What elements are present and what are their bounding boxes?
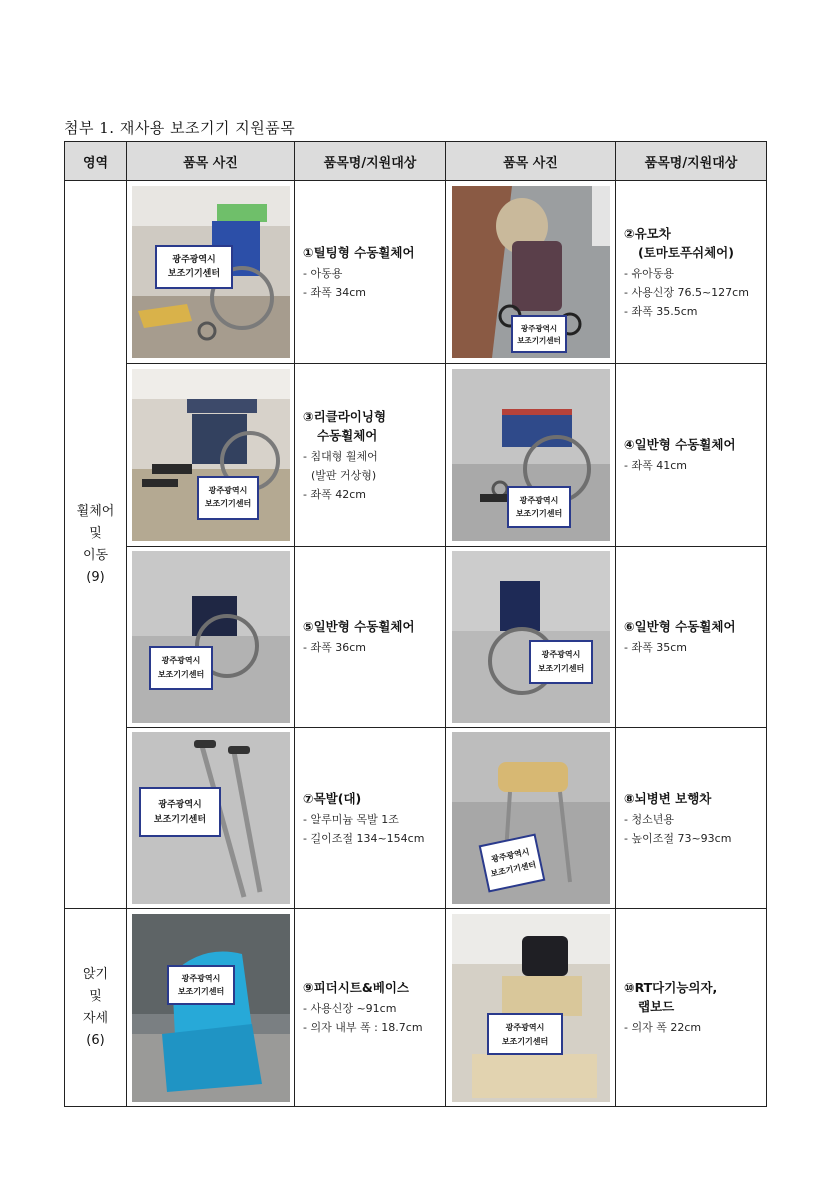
table-header-row xyxy=(65,142,767,181)
item-name-line: ②유모차 xyxy=(624,225,671,241)
item-name: ⑤일반형 수동휠체어 xyxy=(303,619,415,634)
item-description xyxy=(616,909,767,1107)
item-detail: - 좌폭 35.5cm xyxy=(624,304,698,318)
item-detail: - 좌폭 36cm xyxy=(303,641,366,654)
feeder-seat-photo xyxy=(132,914,290,1102)
item-detail: - 청소년용 xyxy=(624,812,674,826)
category-label: 및 xyxy=(89,988,102,1004)
sign-text-line2: 보조기기센터 xyxy=(204,499,251,508)
item-name: ⑧뇌병변 보행차 xyxy=(624,790,712,806)
crutches-photo xyxy=(132,732,290,904)
sign-text-line1: 광주광역시 xyxy=(519,496,558,505)
category-label: 이동 xyxy=(82,547,109,563)
header-photo: 품목 사진 xyxy=(127,142,295,181)
item-detail: - 좌폭 34cm xyxy=(303,285,366,299)
photo-cell xyxy=(446,547,616,728)
item-detail: - 좌폭 35cm xyxy=(624,641,687,654)
table-row xyxy=(65,364,767,547)
sign-text-line1: 광주광역시 xyxy=(171,255,216,265)
category-label: 및 xyxy=(89,525,102,541)
gait-trainer-photo xyxy=(452,732,610,904)
standard-wheelchair-photo xyxy=(452,369,610,541)
header-category: 영역 xyxy=(65,142,127,181)
item-description xyxy=(295,728,446,909)
standard-wheelchair-photo xyxy=(132,551,290,723)
photo-cell xyxy=(127,181,295,364)
category-label: 휠체어 xyxy=(76,503,115,519)
item-name-line: (토마토푸쉬체어) xyxy=(638,244,734,260)
item-name: ④일반형 수동휠체어 xyxy=(624,437,736,452)
header-photo: 품목 사진 xyxy=(446,142,616,181)
sign-text-line2: 보조기기센터 xyxy=(501,1036,548,1046)
sign-text-line2: 보조기기센터 xyxy=(489,860,537,879)
category-sitting-posture xyxy=(65,909,127,1107)
header-name-target: 품목명/지원대상 xyxy=(616,142,767,181)
reclining-wheelchair-photo xyxy=(132,369,290,541)
item-detail: - 좌폭 41cm xyxy=(624,459,687,472)
item-description xyxy=(295,364,446,547)
sign-text-line2: 보조기기센터 xyxy=(157,670,204,679)
standard-wheelchair-photo xyxy=(452,551,610,723)
sign-text-line1: 광주광역시 xyxy=(181,973,220,983)
item-description xyxy=(295,909,446,1107)
item-description xyxy=(616,181,767,364)
item-description xyxy=(616,547,767,728)
category-wheelchair-mobility xyxy=(65,181,127,909)
item-name xyxy=(624,224,760,262)
item-name: ⑨피더시트&베이스 xyxy=(303,980,410,995)
photo-cell xyxy=(127,364,295,547)
item-detail: - 사용신장 ~91cm xyxy=(303,1002,397,1015)
document-title: 첨부 1. 재사용 보조기기 지원품목 xyxy=(64,119,296,137)
header-name-target: 품목명/지원대상 xyxy=(295,142,446,181)
sign-text-line2: 보조기기센터 xyxy=(153,815,206,825)
table-row xyxy=(65,909,767,1107)
sign-text-line1: 광주광역시 xyxy=(490,847,530,865)
photo-cell xyxy=(446,364,616,547)
item-name-line: ③리클라이닝형 xyxy=(303,408,387,424)
photo-cell xyxy=(446,181,616,364)
item-name-line: 수동휠체어 xyxy=(317,427,378,443)
category-label: 자세 xyxy=(82,1010,109,1026)
stroller-photo xyxy=(452,186,610,358)
photo-cell xyxy=(446,728,616,909)
sign-text-line1: 광주광역시 xyxy=(520,324,557,333)
item-detail: - 아동용 xyxy=(303,266,343,280)
sign-text-line2: 보조기기센터 xyxy=(516,336,561,345)
item-description xyxy=(295,547,446,728)
category-label: 앉기 xyxy=(82,966,109,982)
item-name xyxy=(303,407,439,445)
photo-cell xyxy=(446,909,616,1107)
photo-cell xyxy=(127,909,295,1107)
table-row xyxy=(65,728,767,909)
sign-text-line2: 보조기기센터 xyxy=(177,986,224,996)
item-description xyxy=(295,181,446,364)
item-name-line: 랩보드 xyxy=(638,999,675,1014)
sign-text-line1: 광주광역시 xyxy=(161,656,200,665)
item-detail: - 높이조절 73~93cm xyxy=(624,831,732,845)
item-description xyxy=(616,728,767,909)
sign-text-line1: 광주광역시 xyxy=(541,650,580,659)
tilting-wheelchair-photo xyxy=(132,186,290,358)
category-count: (6) xyxy=(86,1032,105,1048)
item-detail: - 의자 내부 폭 : 18.7cm xyxy=(303,1021,423,1034)
item-name: ①틸팅형 수동휠체어 xyxy=(303,244,415,260)
rt-multifunction-chair-photo xyxy=(452,914,610,1102)
sign-text-line2: 보조기기센터 xyxy=(537,664,584,673)
item-detail: - 좌폭 42cm xyxy=(303,487,366,501)
sign-text-line1: 광주광역시 xyxy=(208,486,247,495)
sign-text-line1: 광주광역시 xyxy=(505,1022,544,1032)
item-name: ⑦목발(대) xyxy=(303,790,362,806)
photo-cell xyxy=(127,547,295,728)
item-detail: - 길이조절 134~154cm xyxy=(303,831,425,845)
item-name xyxy=(624,978,760,1016)
item-detail: - 의자 폭 22cm xyxy=(624,1021,702,1034)
item-description xyxy=(616,364,767,547)
item-table xyxy=(64,141,767,1107)
item-name-line: ⑩RT다기능의자, xyxy=(624,980,718,995)
photo-cell xyxy=(127,728,295,909)
item-detail: - 침대형 휠체어 xyxy=(303,449,378,463)
table-row xyxy=(65,181,767,364)
item-detail: - 알루미늄 목발 1조 xyxy=(303,812,399,826)
item-detail: (발판 거상형) xyxy=(311,468,377,482)
table-row xyxy=(65,547,767,728)
item-detail: - 사용신장 76.5~127cm xyxy=(624,285,749,299)
category-count: (9) xyxy=(86,569,105,585)
sign-text-line1: 광주광역시 xyxy=(157,800,202,810)
item-detail: - 유아동용 xyxy=(624,266,674,280)
item-name: ⑥일반형 수동휠체어 xyxy=(624,619,736,634)
sign-text-line2: 보조기기센터 xyxy=(167,269,220,279)
sign-text-line2: 보조기기센터 xyxy=(515,509,562,518)
